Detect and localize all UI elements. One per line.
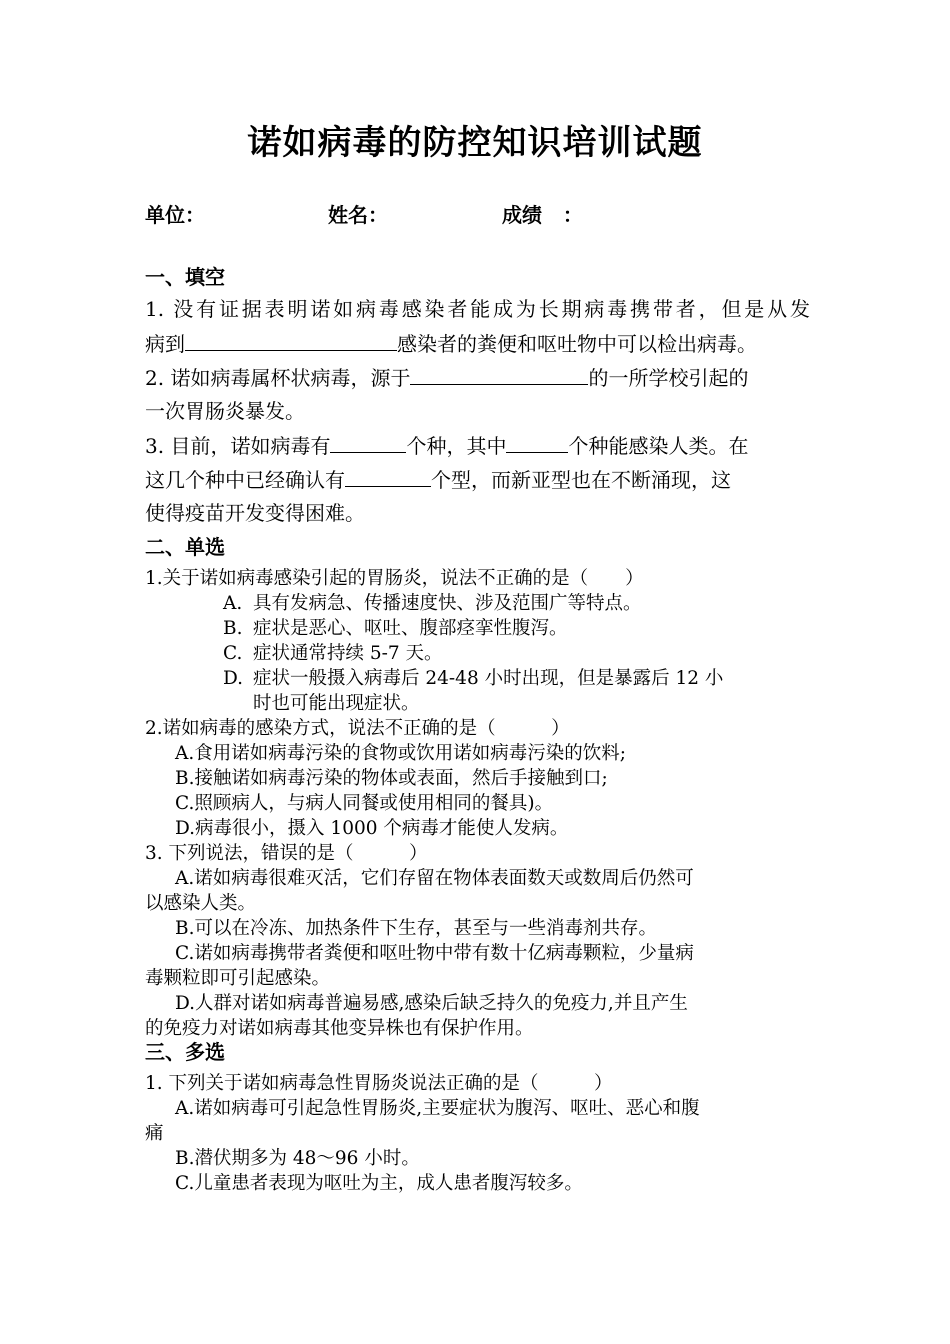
fill-q2-line1: [145, 360, 810, 394]
fill-blank[interactable]: [506, 428, 568, 453]
single-q2-option-b[interactable]: B.接触诺如病毒污染的物体或表面，然后手接触到口;: [175, 768, 608, 789]
fill-blank[interactable]: [410, 360, 588, 385]
single-q2-option-d[interactable]: D.病毒很小，摄入 1000 个病毒才能使人发病。: [175, 818, 569, 839]
name-label: 姓名：: [328, 203, 388, 227]
multi-q1-option-a[interactable]: A.诺如病毒可引起急性胃肠炎,主要症状为腹泻、呕吐、恶心和腹: [175, 1098, 700, 1119]
single-q1-option-c[interactable]: [145, 641, 810, 666]
option-label: A.: [223, 593, 243, 614]
single-q3-option-c[interactable]: C.诺如病毒携带者粪便和呕吐物中带有数十亿病毒颗粒，少量病: [175, 943, 694, 964]
fill-blank[interactable]: [185, 326, 397, 351]
multi-q1-option-b[interactable]: B.潜伏期多为 48～96 小时。: [175, 1148, 420, 1169]
page-title: 诺如病毒的防控知识培训试题: [247, 123, 703, 163]
single-q3-option-a-cont: 以感染人类。: [145, 893, 257, 914]
fill-q1-text-a: 病到: [145, 332, 185, 356]
single-q1-option-a[interactable]: [145, 591, 810, 616]
single-q3-option-c-cont: 毒颗粒即可引起感染。: [145, 968, 331, 989]
single-q2-option-a[interactable]: A.食用诺如病毒污染的食物或饮用诺如病毒污染的饮料;: [175, 743, 626, 764]
fill-q3-text-b: 个种，其中: [406, 434, 507, 458]
single-q3-option-b[interactable]: B.可以在冷冻、加热条件下生存，甚至与一些消毒剂共存。: [175, 918, 657, 939]
fill-q2-line2: 一次胃肠炎暴发。: [145, 399, 305, 423]
single-q1-option-d-cont: 时也可能出现症状。: [253, 693, 420, 714]
option-label: D.: [223, 668, 244, 689]
fill-q3-line1: [145, 428, 810, 462]
single-q3-option-d-cont: 的免疫力对诺如病毒其他变异株也有保护作用。: [145, 1018, 534, 1039]
single-q2-stem: 2.诺如病毒的感染方式，说法不正确的是（ ）: [145, 718, 570, 739]
single-q3-stem: 3. 下列说法，错误的是（ ）: [145, 843, 428, 864]
score-label: 成绩 ：: [502, 203, 583, 227]
fill-blank[interactable]: [345, 462, 431, 487]
unit-label: 单位：: [145, 203, 205, 227]
fill-q3-text-d: 这几个种中已经确认有: [145, 468, 345, 492]
fill-q3-line2: [145, 462, 810, 496]
option-text: 症状是恶心、呕吐、腹部痉挛性腹泻。: [253, 618, 568, 639]
multi-q1-option-a-cont: 痛: [145, 1123, 164, 1144]
single-choice-list: [145, 566, 810, 1041]
fill-q3-line3: 使得疫苗开发变得困难。: [145, 501, 365, 525]
single-q3-option-a[interactable]: A.诺如病毒很难灭活，它们存留在物体表面数天或数周后仍然可: [175, 868, 694, 889]
section-heading-multi: 三、多选: [145, 1040, 225, 1064]
fill-q1-line1: 1. 没有证据表明诺如病毒感染者能成为长期病毒携带者，但是从发: [145, 297, 810, 321]
option-text: 症状一般摄入病毒后 24-48 小时出现，但是暴露后 12 小: [253, 668, 724, 689]
option-text: 具有发病急、传播速度快、涉及范围广等特点。: [253, 593, 642, 614]
single-q1-option-b[interactable]: [145, 616, 810, 641]
fill-q1-text-b: 感染者的粪便和呕吐物中可以检出病毒。: [397, 332, 757, 356]
info-row: [145, 198, 845, 232]
single-q1-option-d[interactable]: [145, 666, 810, 691]
single-q2-option-c[interactable]: C.照顾病人，与病人同餐或使用相同的餐具)。: [175, 793, 554, 814]
multi-q1-stem: 1. 下列关于诺如病毒急性胃肠炎说法正确的是（ ）: [145, 1073, 613, 1094]
single-q3-option-d[interactable]: D.人群对诺如病毒普遍易感,感染后缺乏持久的免疫力,并且产生: [175, 993, 688, 1014]
single-q1-stem: 1.关于诺如病毒感染引起的胃肠炎，说法不正确的是（ ）: [145, 568, 644, 589]
fill-q3-text-e: 个型，而新亚型也在不断涌现，这: [431, 468, 731, 492]
multi-q1-option-c[interactable]: C.儿童患者表现为呕吐为主，成人患者腹泻较多。: [175, 1173, 583, 1194]
section-heading-fill: 一、填空: [145, 265, 225, 289]
option-text: 症状通常持续 5-7 天。: [253, 643, 443, 664]
multi-choice-list: [145, 1071, 810, 1196]
fill-q2-text-b: 的一所学校引起的: [588, 366, 749, 390]
fill-q3-text-c: 个种能感染人类。在: [568, 434, 749, 458]
fill-question-list: [145, 292, 810, 530]
fill-q3-text-a: 3. 目前，诺如病毒有: [145, 434, 331, 458]
fill-blank[interactable]: [330, 428, 406, 453]
option-label: C.: [223, 643, 243, 664]
section-heading-single: 二、单选: [145, 535, 225, 559]
option-label: B.: [223, 618, 243, 639]
fill-q2-text-a: 2. 诺如病毒属杯状病毒，源于: [145, 366, 411, 390]
fill-q1-line2: [145, 326, 810, 360]
